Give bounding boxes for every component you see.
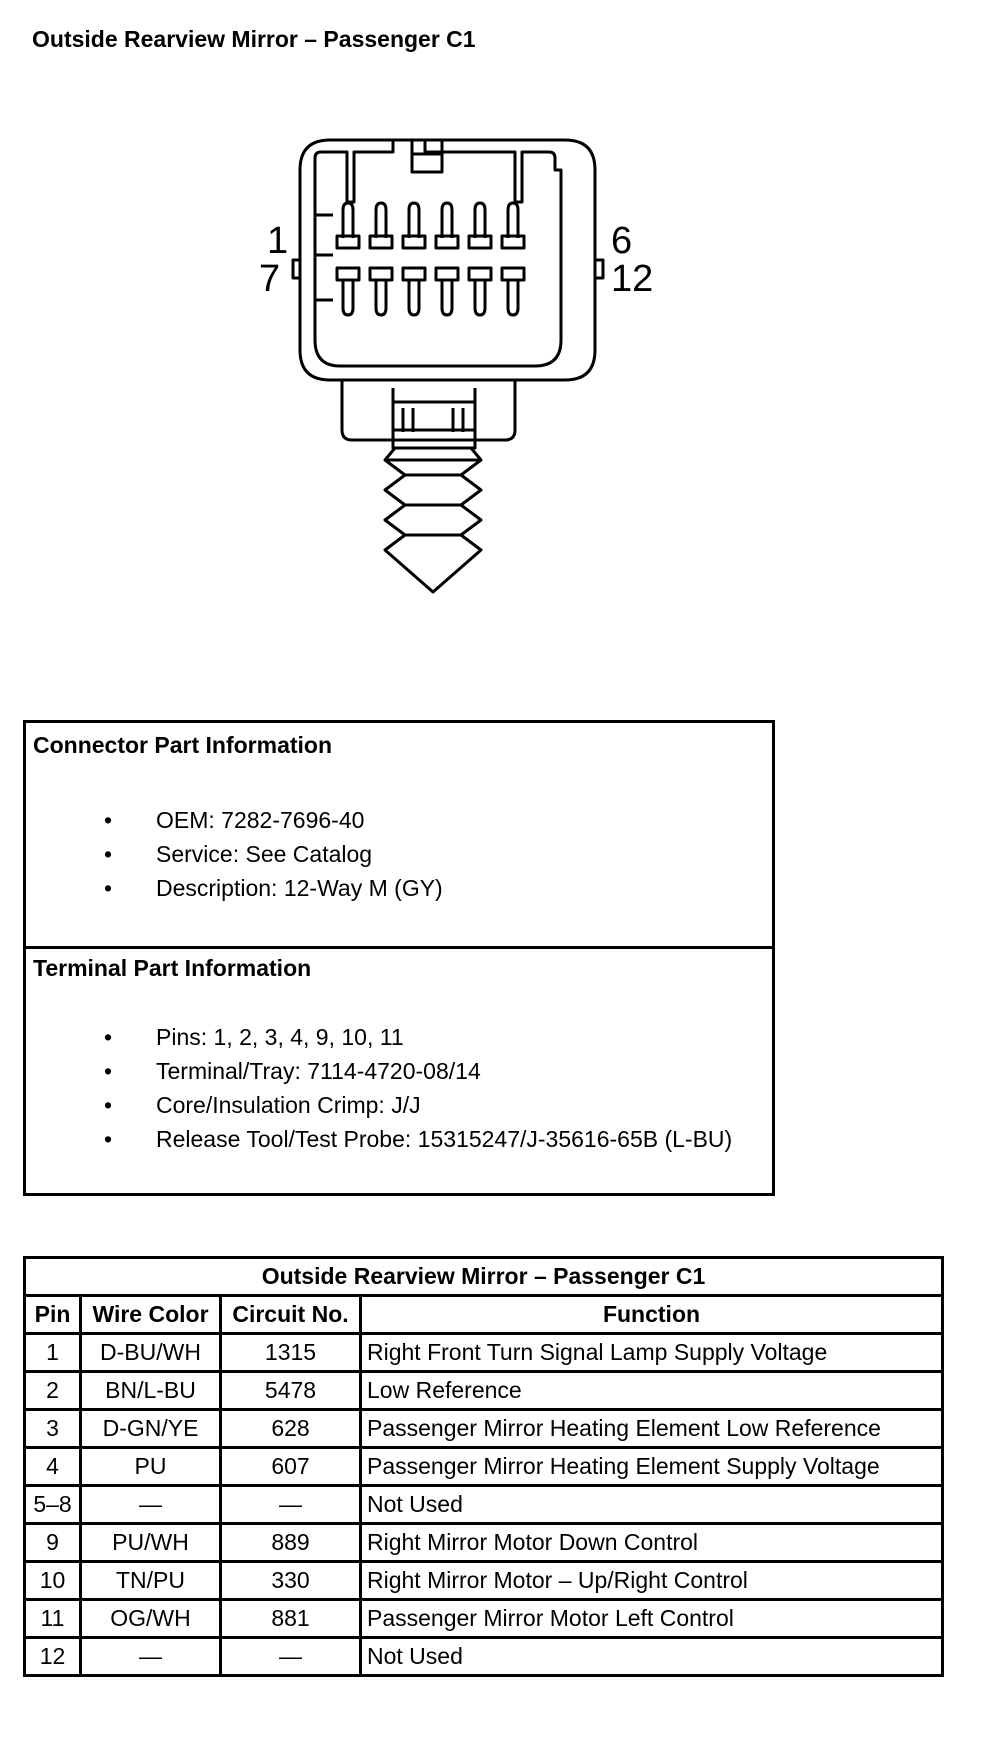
connector-diagram [259,130,715,610]
wire-color-cell: D-GN/YE [81,1410,221,1448]
list-item: • Description: 12-Way M (GY) [86,871,443,905]
pin-label-7: 7 [259,258,281,300]
circuit-cell: — [221,1486,361,1524]
wire-color-cell: TN/PU [81,1562,221,1600]
function-cell: Passenger Mirror Heating Element Supply Voltage [361,1448,943,1486]
function-cell: Right Mirror Motor Down Control [361,1524,943,1562]
connector-info-list [86,803,443,905]
pin-label-12: 12 [611,258,654,300]
table-row [25,1638,943,1676]
function-cell: Passenger Mirror Motor Left Control [361,1600,943,1638]
table-row [25,1334,943,1372]
part-information-box [23,720,775,1196]
column-header-wire-color: Wire Color [81,1296,221,1334]
table-title: Outside Rearview Mirror – Passenger C1 [25,1258,943,1296]
pin-cell: 12 [25,1638,81,1676]
table-row [25,1448,943,1486]
column-header-circuit-no: Circuit No. [221,1296,361,1334]
table-row [25,1486,943,1524]
function-cell: Right Mirror Motor – Up/Right Control [361,1562,943,1600]
connector-part-information [26,723,772,949]
circuit-cell: 889 [221,1524,361,1562]
circuit-cell: 1315 [221,1334,361,1372]
terminal-part-information [26,946,772,1193]
function-cell: Not Used [361,1638,943,1676]
column-header-function: Function [361,1296,943,1334]
table-row [25,1524,943,1562]
page-title: Outside Rearview Mirror – Passenger C1 [32,26,476,52]
pin-cell: 5–8 [25,1486,81,1524]
pin-row-top [337,203,524,248]
terminal-info-list [86,1020,732,1156]
pin-cell: 4 [25,1448,81,1486]
wire-color-cell: OG/WH [81,1600,221,1638]
circuit-cell: 628 [221,1410,361,1448]
terminal-info-heading: Terminal Part Information [33,955,312,981]
function-cell: Not Used [361,1486,943,1524]
function-cell: Right Front Turn Signal Lamp Supply Voltage [361,1334,943,1372]
function-cell: Passenger Mirror Heating Element Low Reference [361,1410,943,1448]
pin-cell: 1 [25,1334,81,1372]
list-item: • Service: See Catalog [86,837,443,871]
wire-color-cell: PU/WH [81,1524,221,1562]
list-item: • OEM: 7282-7696-40 [86,803,443,837]
list-item: • Release Tool/Test Probe: 15315247/J-35616-65B (L-BU) [86,1122,732,1156]
wire-color-cell: — [81,1638,221,1676]
wire-color-cell: PU [81,1448,221,1486]
pin-cell: 11 [25,1600,81,1638]
list-item: • Core/Insulation Crimp: J/J [86,1088,732,1122]
list-item: • Pins: 1, 2, 3, 4, 9, 10, 11 [86,1020,732,1054]
pin-cell: 3 [25,1410,81,1448]
pin-cell: 9 [25,1524,81,1562]
pin-cell: 2 [25,1372,81,1410]
pinout-table [23,1256,944,1677]
pin-cell: 10 [25,1562,81,1600]
connector-info-heading: Connector Part Information [33,732,333,758]
wire-color-cell: — [81,1486,221,1524]
circuit-cell: 607 [221,1448,361,1486]
table-row [25,1410,943,1448]
circuit-cell: — [221,1638,361,1676]
circuit-cell: 330 [221,1562,361,1600]
function-cell: Low Reference [361,1372,943,1410]
pin-label-6: 6 [611,220,633,262]
connector-drawing [285,130,715,610]
table-row [25,1372,943,1410]
pin-row-bottom [337,268,524,315]
list-item: • Terminal/Tray: 7114-4720-08/14 [86,1054,732,1088]
circuit-cell: 5478 [221,1372,361,1410]
column-header-pin: Pin [25,1296,81,1334]
table-row [25,1600,943,1638]
circuit-cell: 881 [221,1600,361,1638]
wire-color-cell: D-BU/WH [81,1334,221,1372]
pin-label-1: 1 [267,220,289,262]
wire-color-cell: BN/L-BU [81,1372,221,1410]
table-row [25,1562,943,1600]
